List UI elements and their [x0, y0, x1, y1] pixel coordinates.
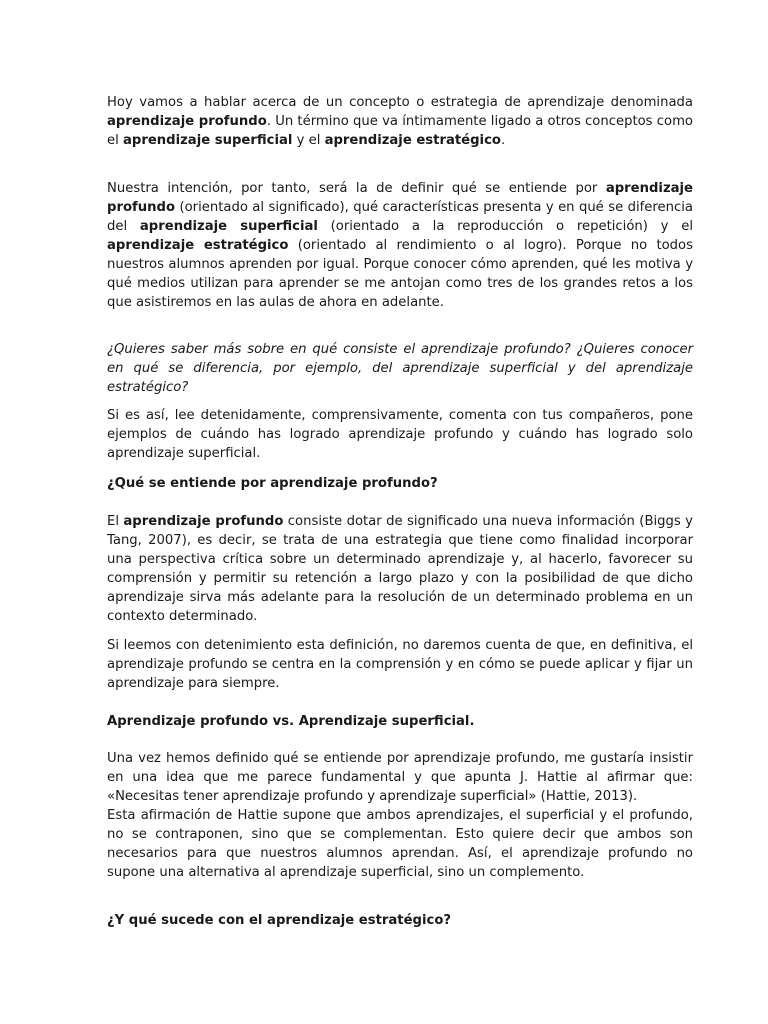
section-heading-strategic: ¿Y qué sucede con el aprendizaje estratégico? — [107, 913, 452, 928]
text-span: Nuestra intención, por tanto, será la de definir qué se entiende por — [107, 181, 606, 196]
bold-term: aprendizaje superficial — [139, 219, 318, 234]
text-span: . — [500, 133, 506, 148]
text-span: y el — [292, 133, 325, 148]
bold-term: aprendizaje profundo — [123, 514, 284, 529]
summary-paragraph: Si leemos con detenimiento esta definición, no daremos cuenta de que, en definitiva, el aprendizaje profundo se centra en la comprensión y en cómo se puede aplicar y fijar un aprendizaje para siempre. — [107, 638, 693, 691]
text-span: (orientado a la reproducción o repetición) y el — [317, 219, 693, 234]
intention-paragraph — [107, 179, 693, 312]
bold-term: aprendizaje estratégico — [107, 238, 289, 253]
bold-term: aprendizaje profundo — [107, 114, 267, 129]
text-span: (orientado al rendimiento o al logro). Porque no todos nuestros alumnos aprenden por igual. Porque conocer cómo aprenden, qué les motiva y qué medios utilizan para aprender se me antojan como tres de los grandes retos a los que asistiremos en las aulas de ahora en adelante. — [107, 238, 693, 310]
bold-term: aprendizaje profundo — [107, 181, 693, 215]
hattie-quote-paragraph: Una vez hemos definido qué se entiende por aprendizaje profundo, me gustaría insistir en una idea que me parece fundamental y que apunta J. Hattie al afirmar que: «Necesitas tener aprendizaje profundo y aprendizaje superficial» (Hattie, 2013). — [107, 751, 693, 804]
text-span: El — [107, 514, 124, 529]
instruction-paragraph: Si es así, lee detenidamente, comprensivamente, comenta con tus compañeros, pone ejemplos de cuándo has logrado aprendizaje profundo y cuándo has logrado solo aprendizaje superficial. — [107, 408, 693, 461]
text-span: . Un término que va íntimamente ligado a otros conceptos como el — [107, 114, 693, 148]
definition-paragraph — [107, 512, 693, 626]
question-paragraph: ¿Quieres saber más sobre en qué consiste el aprendizaje profundo? ¿Quieres conocer en qué se diferencia, por ejemplo, del aprendizaje superficial y del aprendizaje estratégico? — [107, 342, 693, 395]
text-span: consiste dotar de significado una nueva información (Biggs y Tang, 2007), es decir, se trata de una estrategia que tiene como finalidad incorporar una perspectiva crítica sobre un determinado aprendizaje y, al hacerlo, favorecer su comprensión y permitir su retención a largo plazo y con la posibilidad de que dicho aprendizaje sirva más adelante para la resolución de un determinado problema en un contexto determinado. — [107, 514, 693, 624]
bold-term: aprendizaje superficial — [122, 133, 293, 148]
text-span: Hoy vamos a hablar acerca de un concepto o estrategia de aprendizaje denominada — [107, 95, 693, 110]
hattie-explanation-paragraph: Esta afirmación de Hattie supone que ambos aprendizajes, el superficial y el profundo, no se contraponen, sino que se complementan. Esto quiere decir que ambos son necesarios para que nuestros alumnos aprendan. Así, el aprendizaje profundo no supone una alternativa al aprendizaje superficial, sino un complemento. — [107, 808, 693, 880]
section-heading-deep-learning: ¿Qué se entiende por aprendizaje profundo? — [107, 476, 438, 491]
section-heading-deep-vs-surface: Aprendizaje profundo vs. Aprendizaje superficial. — [107, 714, 475, 729]
bold-term: aprendizaje estratégico — [324, 133, 501, 148]
intro-paragraph — [107, 93, 693, 150]
text-span: (orientado al significado), qué características presenta y en qué se diferencia del — [107, 200, 693, 234]
comparison-block — [107, 749, 693, 882]
